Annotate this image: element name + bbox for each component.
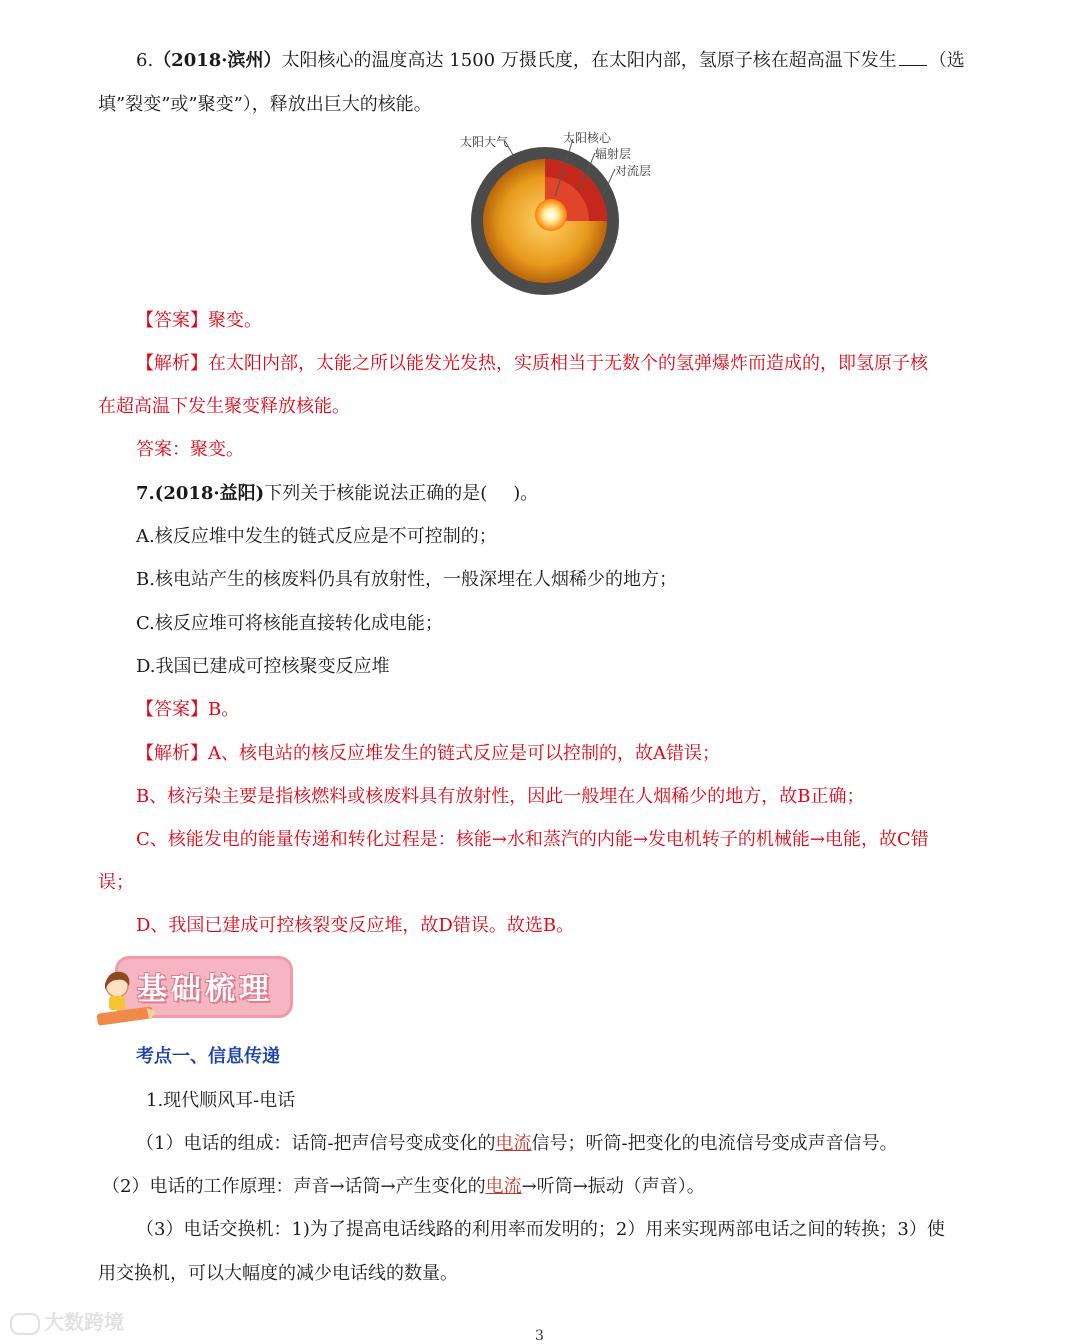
q7-analysis-b: B、核污染主要是指核燃料或核废料具有放射性，因此一般埋在人烟稀少的地方，故B正确； — [136, 786, 865, 807]
analysis-text: 在太阳内部，太能之所以能发光发热，实质相当于无数个的氢弹爆炸而造成的，即氢原子核 — [208, 353, 928, 374]
q7-stem-end: )。 — [513, 483, 539, 504]
answer-text: B。 — [208, 699, 240, 720]
q6-line2: 填”裂变”或”聚变”），释放出巨大的核能。 — [98, 94, 432, 115]
page-number: 3 — [535, 1328, 544, 1344]
q7-analysis-c2: 误； — [98, 872, 134, 893]
q6-number: 6. — [136, 50, 154, 71]
answer-text: 聚变。 — [208, 310, 262, 331]
label-radiation: 辐射层 — [595, 147, 632, 161]
paragraph-3-line2: 用交换机，可以大幅度的减少电话线的数量。 — [98, 1263, 458, 1284]
paragraph-3-line1: （3）电话交换机：1)为了提高电话线路的利用率而发明的；2）用来实现两部电话之间的转换；3）使 — [136, 1219, 945, 1240]
q7-analysis-d: D、我国已建成可控核裂变反应堆，故D错误。故选B。 — [136, 915, 575, 936]
watermark-text: 大数跨境 — [44, 1310, 124, 1334]
q7-option-a: A.核反应堆中发生的链式反应是不可控制的； — [136, 526, 497, 547]
paragraph-1 — [136, 1131, 898, 1157]
q6-blank — [899, 49, 927, 66]
p1-text-b: 信号；听筒-把变化的电流信号变成声音信号。 — [531, 1133, 898, 1154]
watermark — [10, 1306, 124, 1335]
paragraph-2 — [102, 1174, 705, 1200]
p2-text-b: →听筒→振动（声音）。 — [521, 1176, 705, 1197]
p1-underlined: 电流 — [495, 1133, 532, 1154]
q6-analysis-1 — [136, 351, 928, 377]
section-heading: 考点一、信息传递 — [136, 1046, 280, 1067]
analysis-tag: 【解析】 — [136, 353, 208, 374]
label-convection: 对流层 — [615, 164, 652, 178]
q7-option-c: C.核反应堆可将核能直接转化成电能； — [136, 613, 443, 634]
q6-analysis-2: 在超高温下发生聚变释放核能。 — [98, 396, 350, 417]
sun-diagram — [455, 125, 665, 300]
q7-analysis-c1: C、核能发电的能量传递和转化过程是：核能→水和蒸汽的内能→发电机转子的机械能→电能，故C错 — [136, 829, 929, 850]
q7-option-b: B.核电站产生的核废料仍具有放射性，一般深埋在人烟稀少的地方； — [136, 569, 677, 590]
analysis-text: A、核电站的核反应堆发生的链式反应是可以控制的，故A错误； — [208, 743, 720, 764]
q6-source: （2018·滨州） — [153, 50, 282, 71]
watermark-logo-icon — [10, 1313, 40, 1335]
q7-stem — [136, 481, 538, 507]
q7-number: 7. — [136, 483, 155, 504]
q7-source: (2018·益阳) — [154, 483, 265, 504]
q7-stem-text: 下列关于核能说法正确的是( — [264, 483, 488, 504]
q6-text: 太阳核心的温度高达 1500 万摄氏度，在太阳内部，氢原子核在超高温下发生 — [281, 50, 897, 71]
q6-answer-repeat: 答案：聚变。 — [136, 439, 244, 460]
section-banner — [95, 950, 295, 1030]
q6-answer — [136, 308, 262, 334]
analysis-tag: 【解析】 — [136, 743, 208, 764]
q6-line1 — [136, 48, 965, 74]
label-core: 太阳核心 — [563, 131, 612, 145]
answer-tag: 【答案】 — [136, 310, 208, 331]
item-1: 1.现代顺风耳-电话 — [146, 1090, 296, 1111]
q7-option-d: D.我国已建成可控核聚变反应堆 — [136, 656, 390, 677]
q7-analysis-a — [136, 741, 720, 767]
sun-core — [535, 199, 567, 231]
banner-title: 基础梳理 — [137, 972, 273, 1007]
label-atmosphere: 太阳大气 — [460, 135, 509, 149]
q6-text-b: （选 — [928, 50, 965, 71]
p2-text: （2）电话的工作原理：声音→话筒→产生变化的 — [102, 1176, 486, 1197]
p1-text: （1）电话的组成：话筒-把声信号变成变化的 — [136, 1133, 496, 1154]
answer-tag: 【答案】 — [136, 699, 208, 720]
q7-answer — [136, 697, 239, 723]
p2-underlined: 电流 — [485, 1176, 522, 1197]
sun-structure-figure — [455, 125, 665, 300]
